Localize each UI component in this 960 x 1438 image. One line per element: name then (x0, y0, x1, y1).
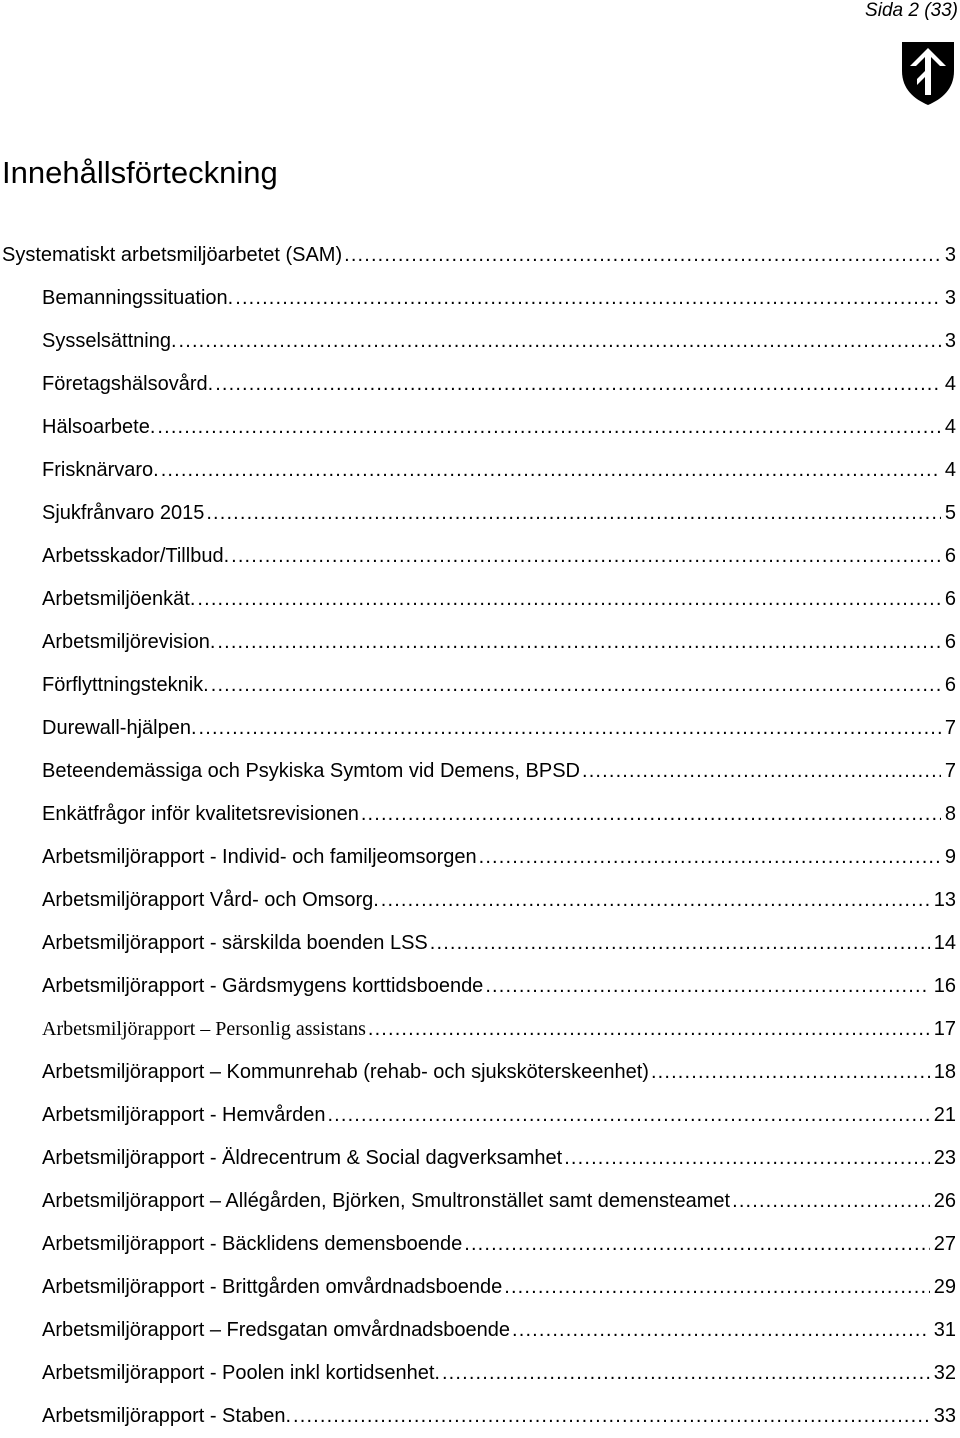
toc-entry-page-number[interactable]: 18 (933, 1061, 956, 1083)
toc-entry-label[interactable]: Systematiskt arbetsmiljöarbetet (SAM) (2, 244, 343, 266)
toc-entry-label[interactable]: Förflyttningsteknik. (42, 674, 209, 696)
dot-leader (157, 406, 940, 449)
dot-leader (197, 578, 940, 621)
dot-leader (504, 1266, 930, 1309)
toc-entry-label[interactable]: Arbetsmiljörapport Vård- och Omsorg. (42, 889, 379, 911)
toc-entry-page-number[interactable]: 6 (944, 545, 956, 567)
toc-entry[interactable] (0, 793, 960, 836)
toc-entry-label[interactable]: Frisknärvaro. (42, 459, 159, 481)
toc-entry-page-number[interactable]: 33 (933, 1405, 956, 1427)
toc-entry[interactable] (0, 1395, 960, 1438)
toc-entry-label[interactable]: Arbetsmiljörapport - Staben. (42, 1405, 292, 1427)
dot-leader (235, 277, 941, 320)
dot-leader (732, 1180, 930, 1223)
toc-entry-page-number[interactable]: 23 (933, 1147, 956, 1169)
toc-entry[interactable] (0, 1352, 960, 1395)
toc-entry-page-number[interactable]: 4 (944, 373, 956, 395)
toc-entry[interactable] (0, 1051, 960, 1094)
toc-entry-page-number[interactable]: 17 (933, 1018, 956, 1040)
toc-entry[interactable] (0, 1309, 960, 1352)
toc-entry-page-number[interactable]: 21 (933, 1104, 956, 1126)
toc-entry-label[interactable]: Arbetsmiljörapport - Äldrecentrum & Social dagverksamhet (42, 1147, 563, 1169)
toc-entry-page-number[interactable]: 31 (933, 1319, 956, 1341)
toc-entry-page-number[interactable]: 6 (944, 588, 956, 610)
toc-entry[interactable] (0, 234, 960, 277)
toc-entry[interactable] (0, 707, 960, 750)
toc-entry[interactable] (0, 277, 960, 320)
toc-entry[interactable] (0, 750, 960, 793)
toc-entry[interactable] (0, 578, 960, 621)
toc-entry-page-number[interactable]: 4 (944, 459, 956, 481)
dot-leader (430, 922, 930, 965)
toc-title: Innehållsförteckning (2, 155, 278, 190)
toc-entry-page-number[interactable]: 32 (933, 1362, 956, 1384)
dot-leader (361, 793, 941, 836)
toc-entry-label[interactable]: Enkätfrågor inför kvalitetsrevisionen (42, 803, 359, 825)
toc-entry[interactable] (0, 965, 960, 1008)
toc-entry[interactable] (0, 406, 960, 449)
dot-leader (512, 1309, 930, 1352)
coat-of-arms-icon (901, 41, 955, 106)
toc-entry-page-number[interactable]: 6 (944, 631, 956, 653)
toc-entry[interactable] (0, 1180, 960, 1223)
toc-entry-label[interactable]: Durewall-hjälpen. (42, 717, 197, 739)
dot-leader (582, 750, 941, 793)
toc-entry[interactable] (0, 1266, 960, 1309)
toc-entry-page-number[interactable]: 16 (933, 975, 956, 997)
dot-leader (479, 836, 941, 879)
toc-entry-label[interactable]: Arbetsmiljörapport - Brittgården omvårdnadsboende (42, 1276, 503, 1298)
dot-leader (564, 1137, 930, 1180)
toc-entry-label[interactable]: Hälsoarbete. (42, 416, 156, 438)
dot-leader (217, 621, 940, 664)
toc-entry-page-number[interactable]: 26 (933, 1190, 956, 1212)
dot-leader (327, 1094, 929, 1137)
toc-entry-page-number[interactable]: 27 (933, 1233, 956, 1255)
dot-leader (344, 234, 941, 277)
dot-leader (442, 1352, 930, 1395)
toc-entry-page-number[interactable]: 13 (933, 889, 956, 911)
page-number: Sida 2 (33) (865, 0, 958, 21)
dot-leader (199, 707, 941, 750)
dot-leader (293, 1395, 930, 1438)
toc-entry[interactable] (0, 664, 960, 707)
toc-entry-page-number[interactable]: 3 (944, 287, 956, 309)
dot-leader (179, 320, 941, 363)
dot-leader (651, 1051, 930, 1094)
toc-entry-label[interactable]: Arbetsmiljörapport - Gärdsmygens korttidsboende (42, 975, 484, 997)
toc-entry[interactable] (0, 535, 960, 578)
dot-leader (464, 1223, 930, 1266)
toc-entry-label[interactable]: Arbetsmiljöenkät. (42, 588, 196, 610)
toc-entry[interactable] (0, 449, 960, 492)
toc-entry-label[interactable]: Arbetsmiljörapport – Allégården, Björken, Smultronstället samt demensteamet (42, 1190, 731, 1212)
toc-entry-page-number[interactable]: 4 (944, 416, 956, 438)
toc-entry-label[interactable]: Sjukfrånvaro 2015 (42, 502, 205, 524)
toc-entry[interactable] (0, 1137, 960, 1180)
toc-entry-label[interactable]: Arbetsmiljörapport - särskilda boenden LSS (42, 932, 428, 954)
toc-entry-label[interactable]: Beteendemässiga och Psykiska Symtom vid Demens, BPSD (42, 760, 580, 782)
dot-leader (381, 879, 930, 922)
toc-entry-label[interactable]: Arbetsmiljörapport – Kommunrehab (rehab- och sjuksköterskeenhet) (42, 1061, 649, 1083)
toc-entry[interactable] (0, 492, 960, 535)
toc-entry-label[interactable]: Arbetsmiljörapport - Poolen inkl kortidsenhet. (42, 1362, 440, 1384)
dot-leader (485, 965, 929, 1008)
dot-leader (215, 363, 941, 406)
toc-entry-page-number[interactable]: 5 (944, 502, 956, 524)
dot-leader (231, 535, 941, 578)
toc-entry-label[interactable]: Bemanningssituation. (42, 287, 234, 309)
toc-entry[interactable] (0, 1094, 960, 1137)
toc-entry-page-number[interactable]: 7 (944, 717, 956, 739)
toc-entry[interactable] (0, 320, 960, 363)
toc-entry[interactable] (0, 363, 960, 406)
toc-entry-label[interactable]: Arbetsmiljörapport – Fredsgatan omvårdnadsboende (42, 1319, 511, 1341)
table-of-contents (0, 234, 960, 1438)
toc-entry-label[interactable]: Arbetsmiljörapport - Hemvården (42, 1104, 326, 1126)
toc-entry-page-number[interactable]: 8 (944, 803, 956, 825)
toc-entry-label[interactable]: Företagshälsovård. (42, 373, 214, 395)
toc-entry-label[interactable]: Arbetsmiljörapport – Personlig assistans (42, 1018, 366, 1040)
toc-entry-page-number[interactable]: 29 (933, 1276, 956, 1298)
toc-entry[interactable] (0, 922, 960, 965)
toc-entry[interactable] (0, 1223, 960, 1266)
toc-entry[interactable] (0, 836, 960, 879)
toc-entry[interactable] (0, 1008, 960, 1051)
toc-entry[interactable] (0, 879, 960, 922)
dot-leader (161, 449, 941, 492)
dot-leader (211, 664, 941, 707)
toc-entry-label[interactable]: Arbetsmiljörapport - Individ- och familjeomsorgen (42, 846, 477, 868)
toc-entry-label[interactable]: Arbetsmiljörevision. (42, 631, 216, 653)
dot-leader (206, 492, 941, 535)
toc-entry-page-number[interactable]: 14 (933, 932, 956, 954)
toc-entry[interactable] (0, 621, 960, 664)
toc-entry-label[interactable]: Arbetsmiljörapport - Bäcklidens demensboende (42, 1233, 463, 1255)
dot-leader (368, 1008, 930, 1051)
toc-entry-page-number[interactable]: 9 (944, 846, 956, 868)
toc-entry-page-number[interactable]: 6 (944, 674, 956, 696)
toc-entry-label[interactable]: Sysselsättning. (42, 330, 177, 352)
toc-entry-page-number[interactable]: 7 (944, 760, 956, 782)
toc-entry-label[interactable]: Arbetsskador/Tillbud. (42, 545, 230, 567)
toc-entry-page-number[interactable]: 3 (944, 330, 956, 352)
toc-entry-page-number[interactable]: 3 (944, 244, 956, 266)
